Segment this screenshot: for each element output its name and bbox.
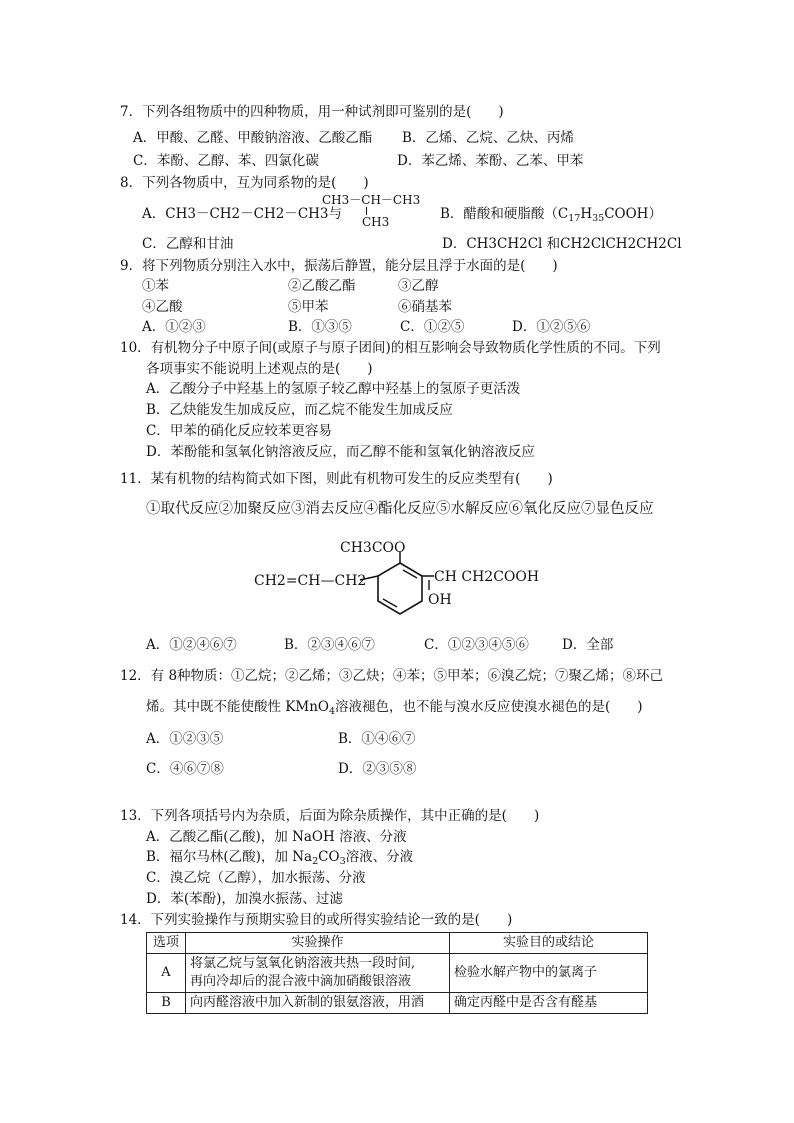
q11-stem: 11．某有机物的结构简式如下图，则此有机物可发生的反应类型有( ) — [120, 471, 553, 487]
q10-option-c: C．甲苯的硝化反应较苯更容易 — [146, 423, 332, 439]
q13-stem: 13．下列各项括号内为杂质，后面为除杂质操作，其中正确的是( ) — [120, 808, 540, 824]
q9-item-5: ⑤甲苯 — [288, 299, 329, 315]
q14-table — [146, 932, 648, 1014]
q7-option-d: D．苯乙烯、苯酚、乙苯、甲苯 — [397, 153, 584, 169]
q9-item-3: ③乙醇 — [398, 278, 439, 294]
q9-stem: 9．将下列物质分别注入水中，振荡后静置，能分层且浮于水面的是( ) — [120, 258, 558, 274]
table-row — [147, 993, 648, 1014]
q7-option-c: C．苯酚、乙醇、苯、四氯化碳 — [133, 153, 319, 169]
q8-branch-bottom: CH3 — [362, 215, 390, 229]
q13-option-b: B．福尔马林(乙酸)，加 $Na_2CO_3$溶液、分液 — [146, 849, 414, 867]
q11-option-d: D．全部 — [562, 637, 614, 653]
q8-option-c: C．乙醇和甘油 — [142, 236, 234, 252]
table-header-row — [147, 933, 648, 954]
q8-stem: 8．下列各物质中，互为同系物的是( ) — [120, 175, 369, 191]
q8-option-a: A．CH3－CH2－CH2－CH3与 — [142, 206, 343, 222]
table-cell-option: B — [147, 993, 186, 1014]
q12-option-d: D．②③⑤⑧ — [338, 761, 417, 777]
q10-stem-line1: 10．有机物分子中原子间(或原子与原子团间)的相互影响会导致物质化学性质的不同。下列 — [120, 340, 661, 356]
q13-option-d: D．苯(苯酚)，加溴水振荡、过滤 — [146, 891, 343, 907]
q9-option-b: B．①③⑤ — [288, 319, 352, 335]
table-cell-operation: 向丙醛溶液中加入新制的银氨溶液，用酒 — [186, 993, 450, 1014]
q12-stem-line2: 烯。其中既不能使酸性 KMnO$_4$溶液褪色，也不能与溴水反应使溴水褪色的是( ) — [146, 699, 643, 717]
table-header-operation: 实验操作 — [186, 933, 450, 954]
table-header-result: 实验目的或结论 — [450, 933, 648, 954]
q12-option-c: C．④⑥⑦⑧ — [146, 761, 224, 777]
q11-group-ester: CH3COO — [340, 540, 406, 556]
q10-option-b: B．乙炔能发生加成反应，而乙烷不能发生加成反应 — [146, 402, 453, 418]
q12-option-b: B．①④⑥⑦ — [338, 731, 416, 747]
table-cell-result: 确定丙醛中是否含有醛基 — [450, 993, 648, 1014]
q9-option-c: C．①②⑤ — [400, 319, 465, 335]
q7-stem: 7．下列各组物质中的四种物质，用一种试剂即可鉴别的是( ) — [120, 104, 504, 120]
q12-stem-line1: 12．有 8种物质：①乙烷；②乙烯；③乙炔；④苯；⑤甲苯；⑥溴乙烷；⑦聚乙烯；⑧环己 — [120, 668, 664, 684]
table-cell-option: A — [147, 954, 186, 993]
q9-item-6: ⑥硝基苯 — [398, 299, 452, 315]
q11-option-c: C．①②③④⑤⑥ — [424, 637, 529, 653]
q10-option-a: A．乙酸分子中羟基上的氢原子较乙醇中羟基上的氢原子更活泼 — [146, 381, 521, 397]
q14-stem: 14．下列实验操作与预期实验目的或所得实验结论一致的是( ) — [120, 912, 513, 928]
q9-option-a: A．①②③ — [142, 319, 206, 335]
q10-stem-line2: 各项事实不能说明上述观点的是( ) — [146, 361, 373, 377]
q7-option-b: B．乙烯、乙烷、乙炔、丙烯 — [402, 130, 574, 146]
table-header-option: 选项 — [147, 933, 186, 954]
q11-reaction-types: ①取代反应②加聚反应③消去反应④酯化反应⑤水解反应⑥氧化反应⑦显色反应 — [146, 501, 654, 517]
q8-branch-top: CH3－CH－CH3 — [322, 193, 421, 207]
table-cell-operation: 将氯乙烷与氢氧化钠溶液共热一段时间, 再向冷却后的混合液中滴加硝酸银溶液 — [186, 954, 450, 993]
q9-option-d: D．①②⑤⑥ — [512, 319, 591, 335]
q13-option-c: C．溴乙烷（乙醇），加水振荡、分液 — [146, 870, 366, 886]
q11-option-a: A．①②④⑥⑦ — [146, 637, 237, 653]
q12-option-a: A．①②③⑤ — [146, 731, 224, 747]
table-row — [147, 954, 648, 993]
q9-item-4: ④乙酸 — [142, 299, 183, 315]
q10-option-d: D．苯酚能和氢氧化钠溶液反应，而乙醇不能和氢氧化钠溶液反应 — [146, 444, 535, 460]
q11-group-acid: CH CH2COOH — [434, 569, 540, 585]
q11-option-b: B．②③④⑥⑦ — [284, 637, 375, 653]
q8-option-d: D．CH3CH2Cl 和CH2ClCH2CH2Cl — [442, 236, 682, 252]
q7-option-a: A．甲酸、乙醛、甲酸钠溶液、乙酸乙酯 — [133, 130, 373, 146]
q11-group-oh: OH — [428, 592, 452, 608]
q9-item-1: ①苯 — [142, 278, 169, 294]
q9-item-2: ②乙酸乙酯 — [288, 278, 356, 294]
q8-option-b: B．醋酸和硬脂酸$(C_{17}H_{35}COOH)$ — [440, 206, 662, 224]
q8-branch-bond — [366, 207, 367, 215]
q11-group-allyl: CH2=CH—CH2 — [254, 573, 367, 589]
benzene-ring — [378, 563, 422, 614]
q13-option-a: A．乙酸乙酯(乙酸)，加 NaOH 溶液、分液 — [146, 829, 407, 845]
table-cell-result: 检验水解产物中的氯离子 — [450, 954, 648, 993]
